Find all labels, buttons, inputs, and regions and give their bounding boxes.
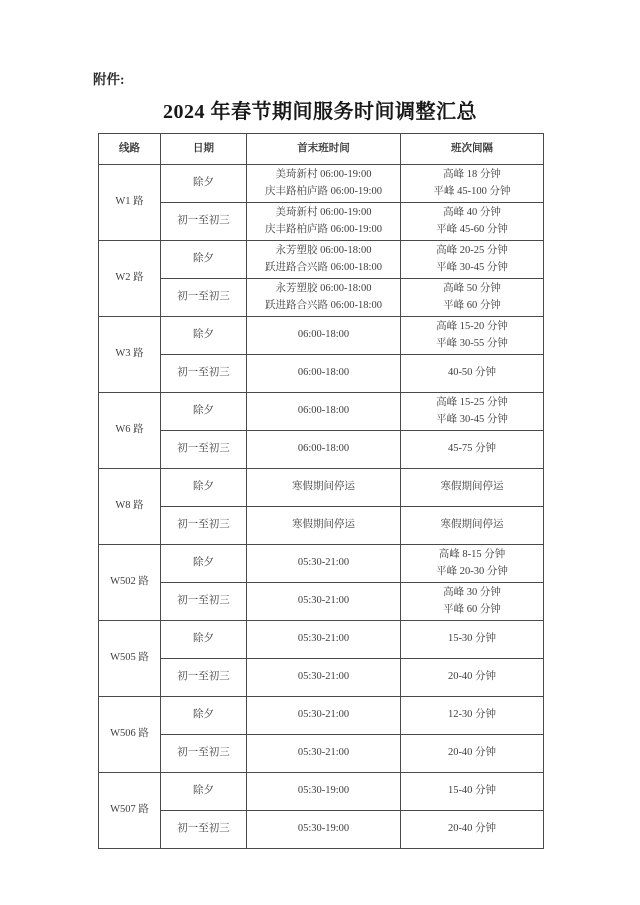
table-row — [99, 279, 544, 317]
time-cell — [247, 431, 401, 469]
date-cell: 初一至初三 — [161, 659, 247, 697]
time-line: 跃进路合兴路 06:00-18:00 — [265, 261, 382, 273]
time-cell — [247, 507, 401, 545]
date-cell: 除夕 — [161, 545, 247, 583]
interval-cell — [401, 165, 544, 203]
time-cell — [247, 735, 401, 773]
time-line: 庆丰路柏庐路 06:00-19:00 — [265, 185, 382, 197]
time-line: 05:30-21:00 — [297, 709, 350, 721]
time-line: 05:30-21:00 — [297, 747, 350, 759]
date-cell: 初一至初三 — [161, 735, 247, 773]
time-line: 永芳塑胶 06:00-18:00 — [275, 245, 372, 257]
interval-line: 平峰 30-45 分钟 — [436, 413, 508, 425]
route-cell: W1 路 — [99, 165, 161, 241]
date-cell: 初一至初三 — [161, 811, 247, 849]
time-line: 05:30-21:00 — [297, 595, 350, 607]
table-row — [99, 507, 544, 545]
date-cell: 除夕 — [161, 165, 247, 203]
time-cell — [247, 697, 401, 735]
time-cell — [247, 773, 401, 811]
time-cell — [247, 165, 401, 203]
interval-line: 平峰 45-100 分钟 — [433, 185, 511, 197]
interval-cell — [401, 431, 544, 469]
time-cell — [247, 545, 401, 583]
time-cell — [247, 659, 401, 697]
header-interval: 班次间隔 — [401, 134, 544, 165]
table-row — [99, 393, 544, 431]
table-row — [99, 811, 544, 849]
interval-line: 平峰 30-45 分钟 — [436, 261, 508, 273]
interval-line: 高峰 8-15 分钟 — [438, 549, 506, 561]
time-line: 庆丰路柏庐路 06:00-19:00 — [265, 223, 382, 235]
date-cell: 初一至初三 — [161, 279, 247, 317]
date-cell: 除夕 — [161, 241, 247, 279]
interval-line: 40-50 分钟 — [447, 367, 497, 379]
time-line: 05:30-21:00 — [297, 633, 350, 645]
route-cell: W6 路 — [99, 393, 161, 469]
interval-line: 20-40 分钟 — [447, 823, 497, 835]
interval-line: 45-75 分钟 — [447, 443, 497, 455]
header-row — [99, 134, 544, 165]
time-line: 05:30-19:00 — [297, 785, 350, 797]
interval-line: 高峰 15-25 分钟 — [436, 397, 508, 409]
interval-cell — [401, 773, 544, 811]
table-row — [99, 469, 544, 507]
route-cell: W505 路 — [99, 621, 161, 697]
interval-line: 高峰 50 分钟 — [443, 283, 501, 295]
header-date: 日期 — [161, 134, 247, 165]
date-cell: 除夕 — [161, 621, 247, 659]
date-cell: 除夕 — [161, 697, 247, 735]
table-row — [99, 697, 544, 735]
date-cell: 除夕 — [161, 393, 247, 431]
date-cell: 除夕 — [161, 773, 247, 811]
header-time: 首末班时间 — [247, 134, 401, 165]
time-line: 06:00-18:00 — [297, 405, 350, 417]
time-line: 05:30-21:00 — [297, 557, 350, 569]
interval-line: 12-30 分钟 — [447, 709, 497, 721]
date-cell: 初一至初三 — [161, 203, 247, 241]
interval-cell — [401, 583, 544, 621]
table-row — [99, 165, 544, 203]
interval-cell — [401, 393, 544, 431]
time-cell — [247, 241, 401, 279]
table-row — [99, 355, 544, 393]
time-cell — [247, 355, 401, 393]
time-line: 美琦新村 06:00-19:00 — [275, 207, 372, 219]
table-row — [99, 317, 544, 355]
route-cell: W502 路 — [99, 545, 161, 621]
time-line: 寒假期间停运 — [292, 519, 355, 531]
interval-line: 寒假期间停运 — [440, 519, 504, 531]
interval-line: 15-30 分钟 — [447, 633, 497, 645]
interval-line: 寒假期间停运 — [440, 481, 504, 493]
interval-cell — [401, 621, 544, 659]
interval-cell — [401, 811, 544, 849]
interval-line: 20-40 分钟 — [447, 671, 497, 683]
table-row — [99, 241, 544, 279]
time-line: 美琦新村 06:00-19:00 — [275, 169, 372, 181]
route-cell: W2 路 — [99, 241, 161, 317]
date-cell: 除夕 — [161, 469, 247, 507]
interval-cell — [401, 203, 544, 241]
interval-line: 平峰 30-55 分钟 — [436, 337, 508, 349]
date-cell: 初一至初三 — [161, 583, 247, 621]
interval-line: 平峰 45-60 分钟 — [436, 223, 508, 235]
time-cell — [247, 279, 401, 317]
time-line: 05:30-19:00 — [297, 823, 350, 835]
date-cell: 初一至初三 — [161, 431, 247, 469]
table-row — [99, 583, 544, 621]
time-line: 寒假期间停运 — [292, 481, 355, 493]
interval-cell — [401, 317, 544, 355]
time-line: 永芳塑胶 06:00-18:00 — [275, 283, 372, 295]
interval-line: 高峰 20-25 分钟 — [436, 245, 508, 257]
interval-line: 平峰 60 分钟 — [443, 299, 501, 311]
table-body — [99, 165, 544, 849]
interval-cell — [401, 507, 544, 545]
interval-line: 平峰 60 分钟 — [443, 603, 501, 615]
time-cell — [247, 469, 401, 507]
table-row — [99, 773, 544, 811]
time-cell — [247, 393, 401, 431]
time-line: 06:00-18:00 — [297, 329, 350, 341]
time-line: 05:30-21:00 — [297, 671, 350, 683]
date-cell: 初一至初三 — [161, 507, 247, 545]
time-line: 06:00-18:00 — [297, 367, 350, 379]
interval-cell — [401, 279, 544, 317]
interval-cell — [401, 697, 544, 735]
interval-cell — [401, 355, 544, 393]
interval-line: 高峰 30 分钟 — [443, 587, 501, 599]
interval-cell — [401, 659, 544, 697]
interval-line: 20-40 分钟 — [447, 747, 497, 759]
interval-line: 高峰 18 分钟 — [443, 169, 501, 181]
interval-cell — [401, 469, 544, 507]
route-cell: W506 路 — [99, 697, 161, 773]
attachment-label: 附件: — [93, 72, 125, 87]
interval-cell — [401, 241, 544, 279]
time-line: 跃进路合兴路 06:00-18:00 — [265, 299, 382, 311]
time-cell — [247, 583, 401, 621]
time-cell — [247, 317, 401, 355]
table-header — [99, 134, 544, 165]
table-row — [99, 621, 544, 659]
interval-line: 15-40 分钟 — [447, 785, 497, 797]
table-row — [99, 735, 544, 773]
time-line: 06:00-18:00 — [297, 443, 350, 455]
time-cell — [247, 621, 401, 659]
table-row — [99, 545, 544, 583]
interval-cell — [401, 545, 544, 583]
route-cell: W507 路 — [99, 773, 161, 849]
route-cell: W8 路 — [99, 469, 161, 545]
time-cell — [247, 811, 401, 849]
schedule-table — [98, 133, 544, 849]
date-cell: 初一至初三 — [161, 355, 247, 393]
interval-line: 高峰 40 分钟 — [443, 207, 501, 219]
route-cell: W3 路 — [99, 317, 161, 393]
interval-line: 平峰 20-30 分钟 — [436, 565, 508, 577]
header-route: 线路 — [99, 134, 161, 165]
page-title: 2024 年春节期间服务时间调整汇总 — [163, 101, 477, 123]
interval-cell — [401, 735, 544, 773]
time-cell — [247, 203, 401, 241]
date-cell: 除夕 — [161, 317, 247, 355]
table-row — [99, 659, 544, 697]
interval-line: 高峰 15-20 分钟 — [436, 321, 508, 333]
table-row — [99, 203, 544, 241]
table-row — [99, 431, 544, 469]
